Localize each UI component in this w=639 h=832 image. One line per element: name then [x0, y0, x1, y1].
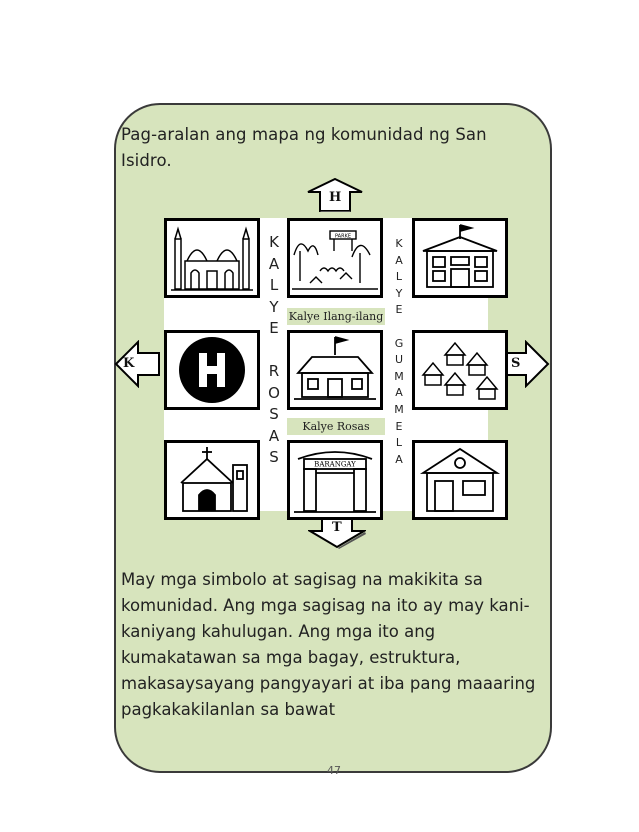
kalye-gumamela-letter: A — [395, 253, 403, 267]
mosque-tile — [164, 218, 260, 298]
school-tile — [287, 330, 383, 410]
kalye-ilang-ilang-label: Kalye Ilang-ilang — [288, 310, 384, 323]
police-station-icon — [415, 443, 505, 517]
kalye-gumamela-letter: A — [395, 386, 403, 400]
kalye-rosas-vertical — [262, 232, 286, 469]
kalye-rosas-letter — [262, 340, 286, 362]
park-icon — [290, 221, 380, 295]
church-icon — [167, 443, 257, 517]
kalye-rosas-letter: R — [268, 362, 280, 380]
kalye-gumamela-letter: E — [395, 419, 403, 433]
arch-icon — [290, 443, 380, 517]
houses-icon — [415, 333, 505, 407]
kalye-gumamela-letter: M — [394, 369, 404, 383]
kalye-gumamela-letter: U — [394, 353, 404, 367]
kalye-gumamela-letter: L — [395, 436, 403, 450]
kalye-gumamela-letter: Y — [395, 286, 403, 300]
park-tile — [287, 218, 383, 298]
kalye-rosas-letter: S — [269, 405, 279, 423]
kalye-gumamela-letter: G — [394, 336, 404, 350]
kalye-gumamela-letter — [390, 319, 408, 336]
west-arrow-icon — [114, 340, 160, 388]
kalye-rosas-letter: L — [269, 276, 279, 294]
kalye-gumamela-letter: M — [394, 402, 404, 416]
police-station-tile — [412, 440, 508, 520]
kalye-rosas-letter: A — [268, 254, 280, 273]
hospital-tile — [164, 330, 260, 410]
kalye-rosas-letter: A — [268, 426, 280, 445]
school-icon — [290, 333, 380, 407]
kalye-rosas-letter: K — [269, 233, 279, 251]
kalye-rosas-label: Kalye Rosas — [287, 418, 385, 435]
municipal-hall-tile — [412, 218, 508, 298]
park-sign: PARKE — [334, 233, 352, 240]
kalye-gumamela-letter: A — [395, 452, 403, 466]
church-tile — [164, 440, 260, 520]
intro-paragraph: Pag-aralan ang mapa ng komunidad ng San Isidro. — [121, 125, 487, 170]
mosque-icon — [167, 221, 257, 295]
kalye-gumamela-letter: L — [395, 270, 403, 284]
kalye-gumamela-letter: E — [395, 303, 403, 317]
barangay-arch-tile — [287, 440, 383, 520]
kalye-rosas-letter: O — [268, 383, 280, 402]
kalye-rosas-letter: E — [269, 319, 279, 337]
houses-tile — [412, 330, 508, 410]
body-paragraph: May mga simbolo at sagisag na makikita sa komunidad. Ang mga sagisag na ito ay may kani-kaniyang kahulugan. Ang mga ito ang kumakatawan sa mga bagay, estruktura, makasaysayang pangyayari at iba pang maaaring pagkakakilanlan sa bawat — [121, 570, 536, 719]
municipal-hall-icon — [415, 221, 505, 295]
kalye-gumamela-vertical — [390, 236, 408, 468]
kalye-rosas-letter: Y — [269, 297, 279, 316]
arch-sign: BARANGAY — [314, 460, 356, 469]
kalye-gumamela-letter: K — [395, 237, 403, 250]
west-label: K — [123, 356, 135, 371]
kalye-rosas-letter: S — [269, 448, 279, 466]
hospital-icon — [167, 333, 257, 407]
east-label: S — [511, 356, 521, 371]
south-label: T — [332, 520, 342, 535]
page-number: 47 — [327, 764, 341, 777]
north-label: H — [329, 190, 342, 205]
